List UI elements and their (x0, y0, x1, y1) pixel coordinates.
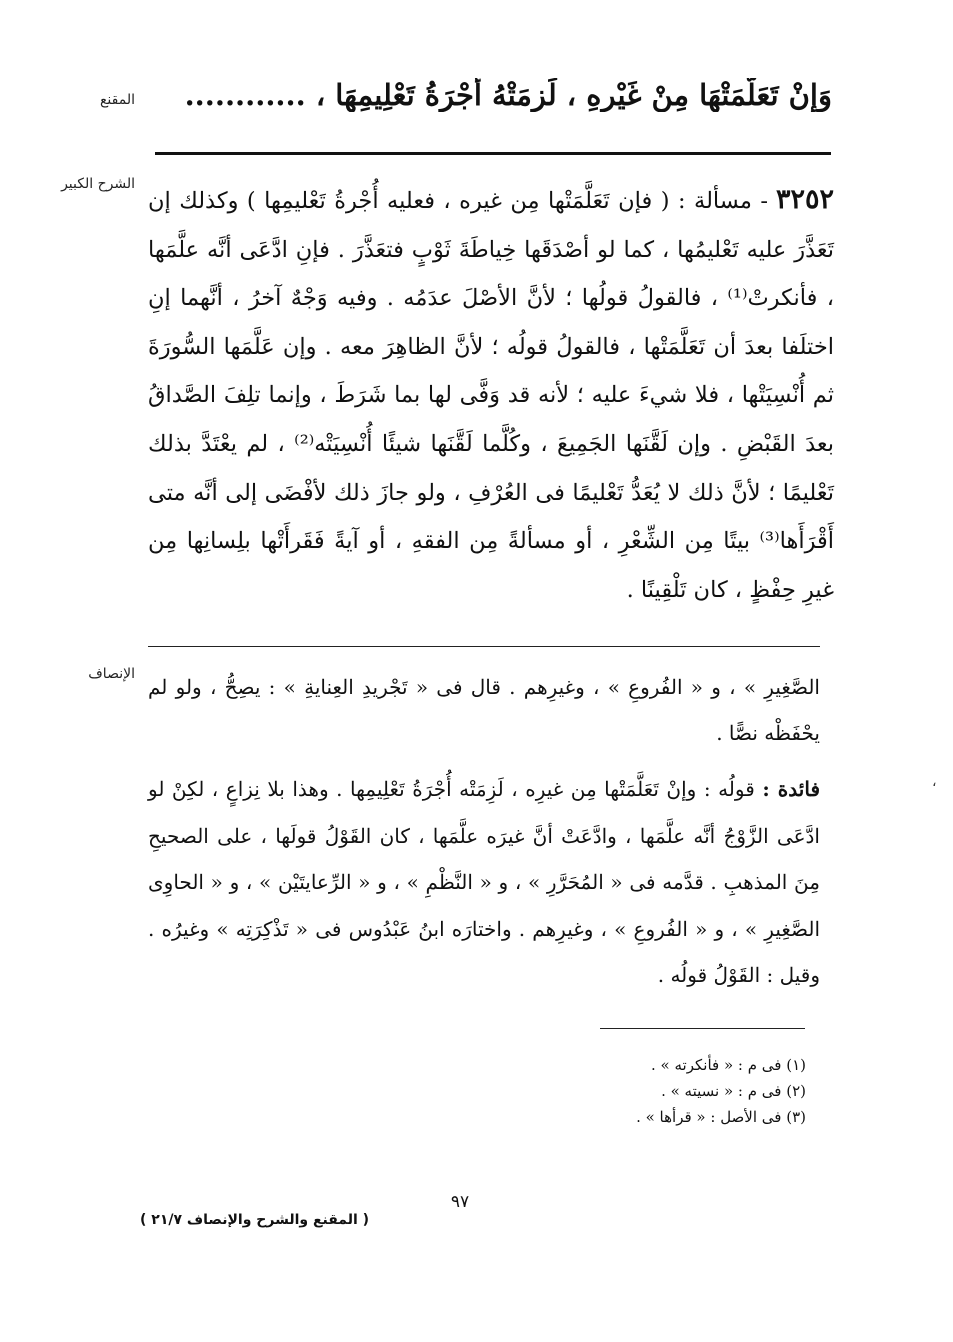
footnotes (360, 1052, 806, 1130)
volume-reference: ( المقنع والشرح والإنصاف ٢١/٧ ) (140, 1212, 370, 1228)
sharh-text: - مسألة : ( فإن تَعَلَّمَتْها مِن غيره ، فعليه أُجْرةُ تَعْليمِها ) وكذلك إن تَعَذَّرَ عليه تَعْليمُها ، كما لو أصْدَقَها خِياطَةَ ثَوْبٍ فتعَذَّرَ . فإنِ ادَّعَى أنَّه علَّمَها ، فأنكرتْ⁽¹⁾ ، فالقولُ قولُها ؛ لأنَّ الأصْلَ عدَمُه . وفيه وَجْهٌ آخرُ ، أنَّهما إنِ اختلَفا بعدَ أن تَعَلَّمَتْها ، فالقولُ قولُه ؛ لأنَّ الظاهِرَ معه . وإن عَلَّمَها السُّورَةَ ثم أُنْسِيَتْها ، فلا شيءَ عليه ؛ لأنه قد وَفَّى لها بما شَرَطَ ، وإنما تلِفَ الصَّداقُ بعدَ القَبْضِ . وإن لَقَّنَها الجَمِيعَ ، وكُلَّما لَقَّنَها شيئًا أُنْسِيَتْه⁽²⁾ ، لم يعْتَدَّ بذلك تَعْليمًا ؛ لأنَّ ذلك لا يُعَدُّ تَعْليمًا فى العُرْفِ ، ولو جازَ ذلك لأفْضَى إلى أنَّه متى أَقْرَأَها⁽³⁾ بيتًا مِن الشِّعْرِ ، أو مسألةً مِن الفقهِ ، أو آيةً فَقَرأَتْها بلِسانِها مِن غيرِ حِفْظٍ ، كان تَلْقِينًا . (148, 188, 835, 603)
header-divider (155, 152, 831, 155)
sharh-margin-label: الشرح الكبير (61, 176, 135, 192)
footnote-2: (٢) فى م : « نسيته » . (661, 1082, 806, 1100)
footnote-divider (600, 1028, 805, 1029)
insaf-margin-label: الإنصاف (88, 666, 135, 682)
sharh-paragraph (148, 176, 834, 614)
page-number: ٩٧ (450, 1192, 470, 1212)
section-divider (148, 646, 820, 647)
issue-number: ٣٢٥٢ (775, 184, 834, 215)
muqni-text-line: وَإنْ تَعَلَّمَتْهَا مِنْ غَيْرِهِ ، لَزِمَتْهُ أُجْرَةُ تَعْلِيمِهَا ، ............ (184, 78, 832, 112)
faida-text: قولُه : وإنْ تَعَلَّمَتْها مِن غيرِه ، لَزِمَتْه أُجْرَةُ تَعْلِيمِها . وهذا بلا نِزاعٍ ، لكِنْ لو ادَّعَى الزَّوْجُ أنَّه علَّمَها ، وادَّعَتْ أنَّ غيرَه علَّمَها ، كان القَوْلُ قولَها ، على الصحيحِ مِنَ المذهبِ . قدَّمه فى « المُحَرَّرِ » ، و « النَّظْمِ » ، و « الرِّعايتَيْن » ، و « الحاوِى الصَّغِيرِ » ، و « الفُروعِ » ، وغيرِهم . واختارَه ابنُ عَبْدُوس فى « تَذْكِرَتِه » وغيرُه . وقيل : القَوْلُ قولُه . (148, 777, 820, 987)
insaf-section (148, 664, 820, 999)
footnote-3: (٣) فى الأصل : « قرأها » . (636, 1108, 806, 1126)
footnote-1: (١) فى م : « فأنكرته » . (651, 1056, 806, 1074)
edge-mark: ، (932, 774, 937, 790)
muqni-margin-label: المقنع (99, 92, 135, 108)
faida-label: فائدة : (762, 777, 821, 801)
insaf-paragraph-1: الصَّغِيرِ » ، و « الفُروعِ » ، وغيرِهم . قال فى « تَجْريدِ العِنايةِ » : يصِحُّ ، ولو لم يحْفَظْه نصًّا . (148, 675, 820, 745)
insaf-paragraph-2 (148, 766, 820, 999)
